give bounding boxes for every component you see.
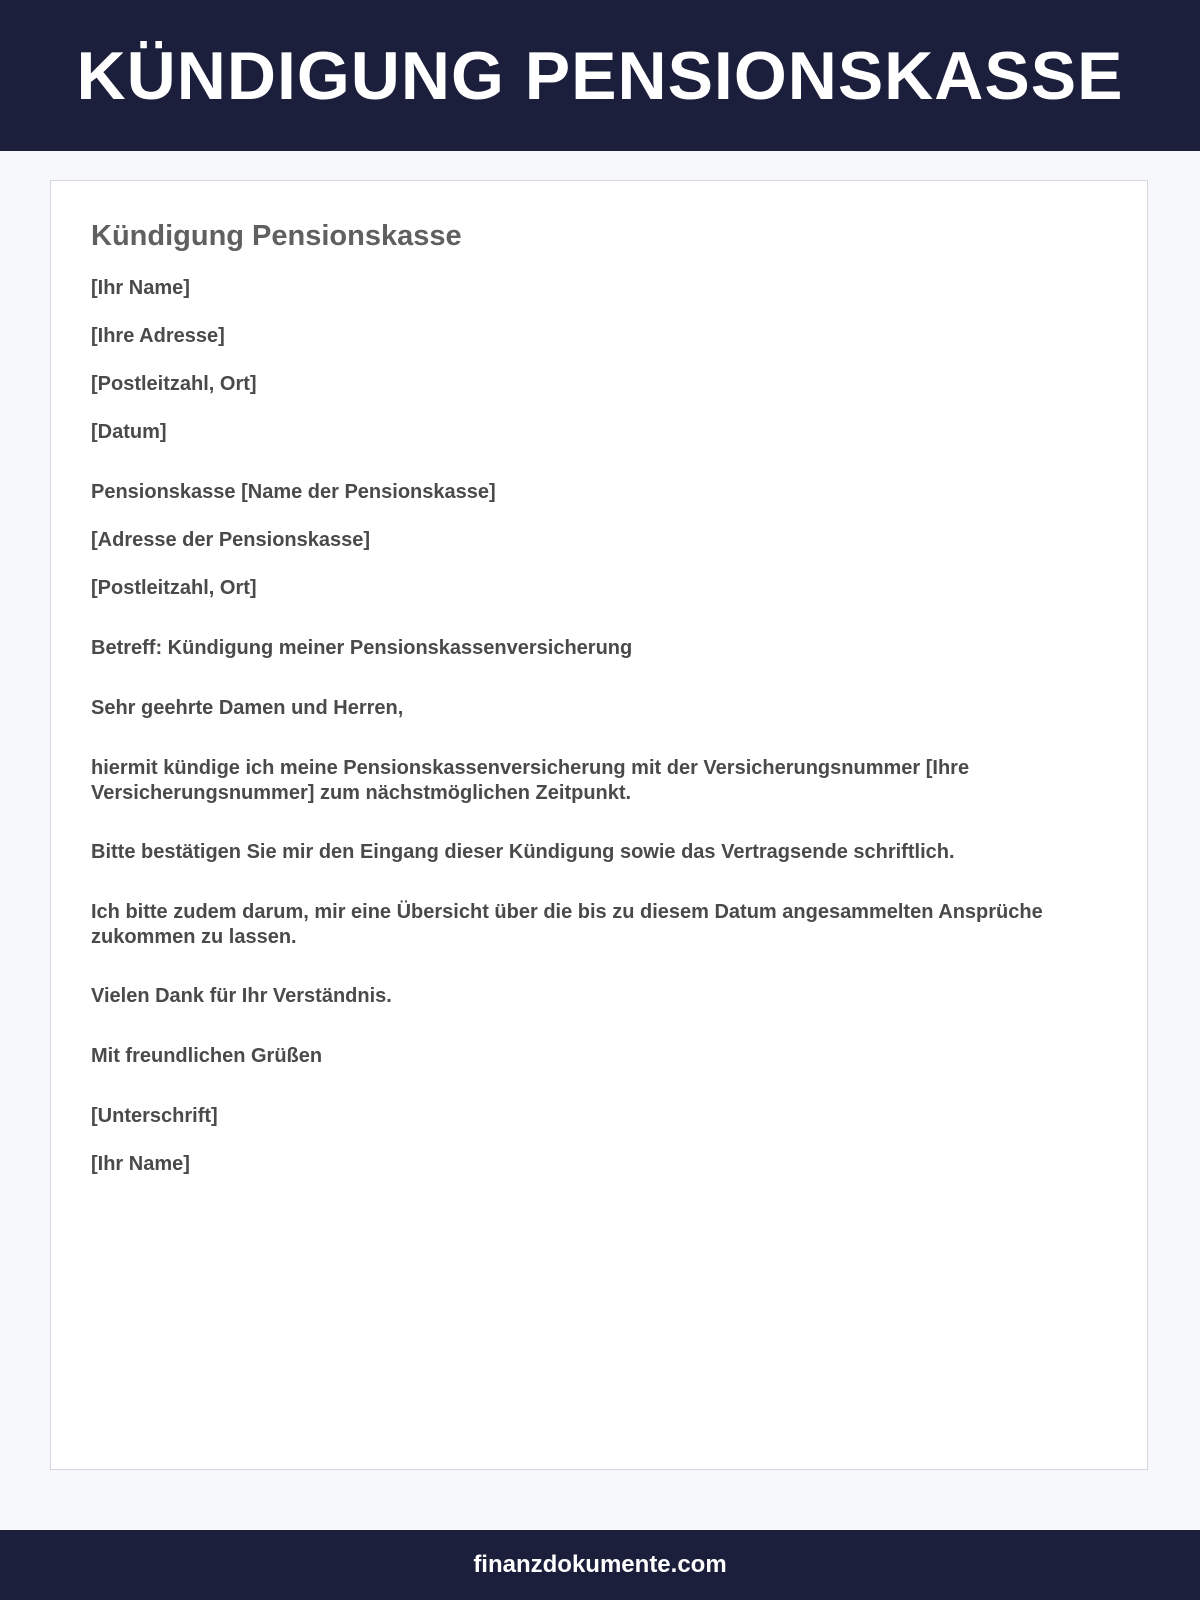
subject-line: Betreff: Kündigung meiner Pensionskassenversicherung [91,637,633,659]
footer-site: finanzdokumente.com [473,1551,727,1578]
signer-name: [Ihr Name] [91,1153,190,1175]
page-header [0,0,1200,151]
body-paragraph: Ich bitte zudem darum, mir eine Übersicht über die bis zu diesem Datum angesammelten Ansprüche zukommen zu lassen. [91,901,1043,948]
body-paragraph: hiermit kündige ich meine Pensionskassenversicherung mit der Versicherungsnummer [Ihre Versicherungsnummer] zum nächstmöglichen Zeitpunkt. [91,757,970,804]
sender-postal-city: [Postleitzahl, Ort] [91,373,257,395]
letter-date: [Datum] [91,421,167,443]
header-title: KÜNDIGUNG PENSIONSKASSE [76,37,1124,114]
letter-card [50,180,1148,1470]
body-paragraph: Bitte bestätigen Sie mir den Eingang dieser Kündigung sowie das Vertragsende schriftlich. [91,841,955,863]
body-paragraph: Vielen Dank für Ihr Verständnis. [91,985,392,1007]
closing: Mit freundlichen Grüßen [91,1045,323,1067]
page-footer [0,1530,1200,1600]
recipient-address: [Adresse der Pensionskasse] [91,529,371,551]
recipient-name: Pensionskasse [Name der Pensionskasse] [91,481,496,503]
sender-address: [Ihre Adresse] [91,325,225,347]
salutation: Sehr geehrte Damen und Herren, [91,697,404,719]
recipient-postal-city: [Postleitzahl, Ort] [91,577,257,599]
signature-placeholder: [Unterschrift] [91,1105,218,1127]
document-heading: Kündigung Pensionskasse [91,220,462,252]
sender-name: [Ihr Name] [91,277,190,299]
